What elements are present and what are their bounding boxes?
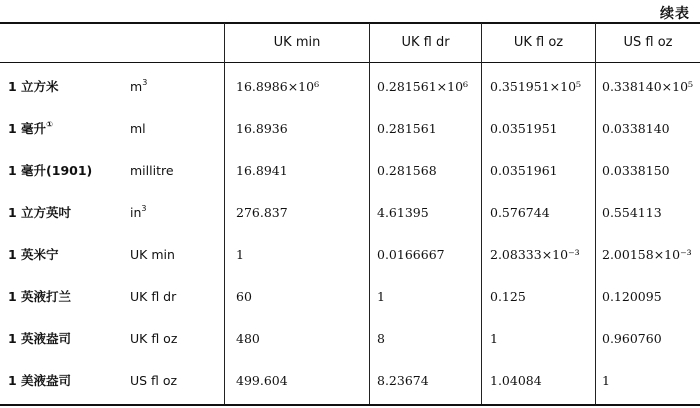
row-quantity-name xyxy=(8,150,128,192)
row-unit-symbol xyxy=(130,150,222,192)
header-uk-fl-dr: UK fl dr xyxy=(401,35,450,50)
value-uk-fl-oz: 1.04084 xyxy=(490,373,542,388)
value-uk-fl-oz: 0.125 xyxy=(490,289,526,304)
value-us-fl-oz: 1 xyxy=(602,373,610,388)
row-unit-symbol xyxy=(130,360,222,402)
row-unit-symbol xyxy=(130,276,222,318)
row-name-text: 1 立方英吋 xyxy=(8,205,72,220)
value-us-fl-oz: 0.0338150 xyxy=(602,163,670,178)
value-us-fl-oz: 0.0338140 xyxy=(602,121,670,136)
row-unit-text: m xyxy=(130,79,143,94)
table-row xyxy=(0,108,700,150)
row-name-text: 1 美液盎司 xyxy=(8,373,72,388)
value-uk-min: 16.8941 xyxy=(236,163,288,178)
value-uk-fl-oz: 0.576744 xyxy=(490,205,550,220)
row-name-text: 1 毫升(1901) xyxy=(8,163,93,178)
value-uk-fl-oz: 0.0351951 xyxy=(490,121,558,136)
row-quantity-name xyxy=(8,66,128,108)
row-name-text: 1 英液打兰 xyxy=(8,289,72,304)
value-uk-min: 16.8986×10⁶ xyxy=(236,79,320,94)
value-us-fl-oz: 0.338140×10⁵ xyxy=(602,79,694,94)
table-row xyxy=(0,318,700,360)
row-unit-text: UK fl dr xyxy=(130,289,177,304)
value-us-fl-oz: 0.120095 xyxy=(602,289,662,304)
value-uk-fl-oz: 2.08333×10⁻³ xyxy=(490,247,580,262)
value-uk-min: 16.8936 xyxy=(236,121,288,136)
header-uk-fl-oz: UK fl oz xyxy=(513,35,564,50)
value-uk-fl-dr: 0.281568 xyxy=(377,163,437,178)
row-unit-symbol xyxy=(130,234,222,276)
row-unit-exponent: 3 xyxy=(141,204,147,213)
table-row xyxy=(0,66,700,108)
row-unit-text: UK fl oz xyxy=(130,331,178,346)
value-uk-fl-oz: 0.0351961 xyxy=(490,163,558,178)
row-unit-exponent: 3 xyxy=(142,78,148,87)
table-row xyxy=(0,276,700,318)
value-uk-fl-oz: 0.351951×10⁵ xyxy=(490,79,582,94)
header-uk-min: UK min xyxy=(273,35,321,50)
value-us-fl-oz: 0.960760 xyxy=(602,331,662,346)
value-uk-fl-dr: 8 xyxy=(377,331,385,346)
value-uk-fl-dr: 0.281561×10⁶ xyxy=(377,79,469,94)
row-unit-text: millitre xyxy=(130,163,174,178)
row-quantity-name xyxy=(8,108,128,150)
value-uk-fl-oz: 1 xyxy=(490,331,498,346)
row-unit-symbol xyxy=(130,66,222,108)
value-uk-fl-dr: 8.23674 xyxy=(377,373,429,388)
row-quantity-name xyxy=(8,318,128,360)
table-bottom-rule xyxy=(0,404,700,406)
row-unit-text: UK min xyxy=(130,247,175,262)
value-uk-fl-dr: 1 xyxy=(377,289,385,304)
row-quantity-name xyxy=(8,192,128,234)
row-unit-symbol xyxy=(130,108,222,150)
row-name-text: 1 毫升 xyxy=(8,121,47,136)
row-unit-symbol xyxy=(130,192,222,234)
value-uk-fl-dr: 4.61395 xyxy=(377,205,429,220)
row-name-text: 1 英米宁 xyxy=(8,247,59,262)
value-uk-min: 276.837 xyxy=(236,205,288,220)
table-row xyxy=(0,360,700,402)
table-row xyxy=(0,234,700,276)
table-row xyxy=(0,150,700,192)
row-unit-text: US fl oz xyxy=(130,373,178,388)
row-unit-text: ml xyxy=(130,121,146,136)
row-name-text: 1 立方米 xyxy=(8,79,59,94)
row-unit-text: in xyxy=(130,205,142,220)
row-unit-symbol xyxy=(130,318,222,360)
row-name-footnote: ① xyxy=(46,120,53,129)
value-uk-min: 1 xyxy=(236,247,244,262)
value-us-fl-oz: 0.554113 xyxy=(602,205,662,220)
value-uk-min: 499.604 xyxy=(236,373,288,388)
table-row xyxy=(0,192,700,234)
value-uk-fl-dr: 0.0166667 xyxy=(377,247,445,262)
value-uk-fl-dr: 0.281561 xyxy=(377,121,437,136)
continued-label: 续表 xyxy=(660,6,690,22)
value-uk-min: 480 xyxy=(236,331,260,346)
value-uk-min: 60 xyxy=(236,289,252,304)
header-us-fl-oz: US fl oz xyxy=(623,35,673,50)
row-name-text: 1 英液盎司 xyxy=(8,331,72,346)
value-us-fl-oz: 2.00158×10⁻³ xyxy=(602,247,692,262)
row-quantity-name xyxy=(8,234,128,276)
row-quantity-name xyxy=(8,360,128,402)
row-quantity-name xyxy=(8,276,128,318)
